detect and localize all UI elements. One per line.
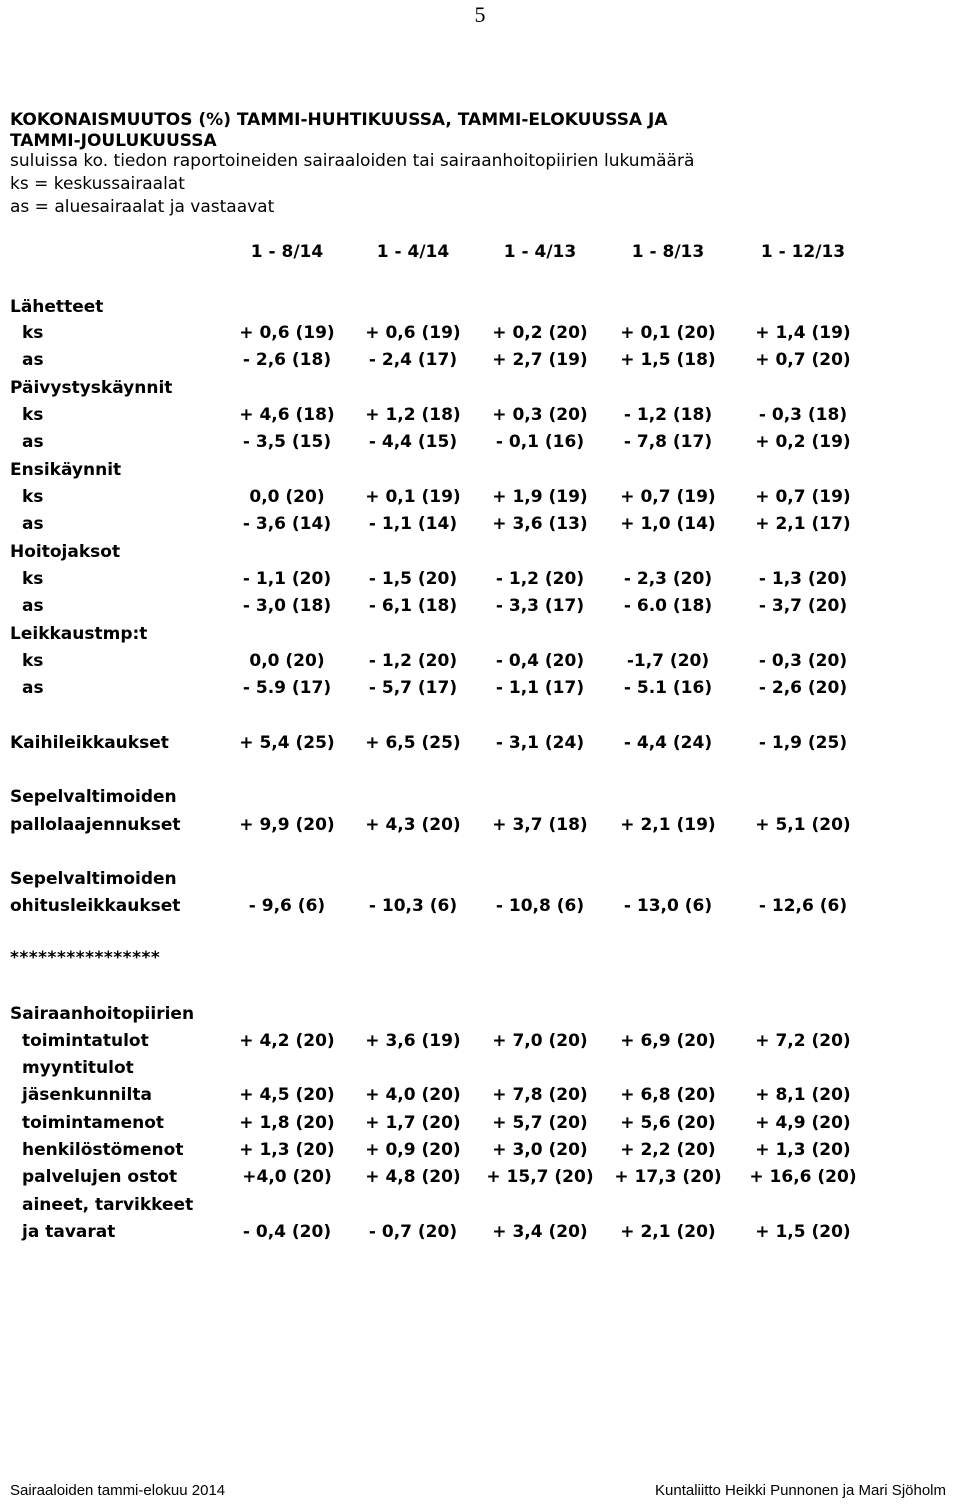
table-cell: - 3,6 (14) — [242, 514, 332, 534]
table-cell: - 0,3 (20) — [758, 651, 848, 671]
table-cell: - 6,1 (18) — [368, 596, 458, 616]
row-label: henkilöstömenot — [22, 1140, 184, 1160]
table-row — [0, 1222, 960, 1248]
table-cell: + 0,3 (20) — [492, 405, 588, 425]
table-cell: - 3,0 (18) — [242, 596, 332, 616]
table-cell: - 2,6 (18) — [242, 350, 332, 370]
table-cell: - 0,7 (20) — [368, 1222, 458, 1242]
table-cell: + 1,5 (20) — [755, 1222, 851, 1242]
row-label: ks — [22, 487, 44, 507]
table-cell: + 1,0 (14) — [620, 514, 716, 534]
table-cell: - 4,4 (15) — [368, 432, 458, 452]
section-title-row — [0, 869, 960, 895]
table-row — [0, 323, 960, 349]
table-cell: + 2,7 (19) — [492, 350, 588, 370]
table-cell: - 1,1 (17) — [495, 678, 585, 698]
row-label: aineet, tarvikkeet — [22, 1195, 194, 1215]
row-label: as — [22, 596, 44, 616]
table-cell: - 9,6 (6) — [248, 896, 326, 916]
table-row — [0, 487, 960, 513]
table-cell: + 1,5 (18) — [620, 350, 716, 370]
section-title: Lähetteet — [10, 297, 104, 317]
table-cell: - 10,3 (6) — [368, 896, 458, 916]
row-label: as — [22, 350, 44, 370]
table-cell: + 4,9 (20) — [755, 1113, 851, 1133]
row-label: as — [22, 514, 44, 534]
table-cell: + 1,7 (20) — [365, 1113, 461, 1133]
table-cell: + 15,7 (20) — [486, 1167, 594, 1187]
intro-ks-legend: ks = keskussairaalat — [10, 174, 185, 194]
table-cell: - 1,3 (20) — [758, 569, 848, 589]
section-title-row — [0, 787, 960, 813]
section-title: Sairaanhoitopiirien — [10, 1004, 195, 1024]
table-cell: - 7,8 (17) — [623, 432, 713, 452]
table-cell: + 6,5 (25) — [365, 733, 461, 753]
table-row — [0, 896, 960, 922]
table-row — [0, 432, 960, 458]
heading-line-1: KOKONAISMUUTOS (%) TAMMI-HUHTIKUUSSA, TAMMI-ELOKUUSSA JA — [10, 110, 668, 130]
table-cell: - 3,3 (17) — [495, 596, 585, 616]
column-header: 1 - 4/14 — [376, 242, 450, 262]
table-cell: + 0,1 (19) — [365, 487, 461, 507]
table-cell: - 1,1 (14) — [368, 514, 458, 534]
section-title-row — [0, 624, 960, 650]
table-cell: + 1,4 (19) — [755, 323, 851, 343]
table-cell: + 9,9 (20) — [239, 815, 335, 835]
report-heading — [10, 110, 668, 152]
table-cell: + 7,2 (20) — [755, 1031, 851, 1051]
footer-left: Sairaaloiden tammi-elokuu 2014 — [10, 1482, 226, 1499]
table-cell: - 6.0 (18) — [623, 596, 713, 616]
table-cell: - 4,4 (24) — [623, 733, 713, 753]
column-header-row — [0, 242, 960, 268]
table-cell: - 1,1 (20) — [242, 569, 332, 589]
row-label: ks — [22, 651, 44, 671]
section-title: Päivystyskäynnit — [10, 378, 173, 398]
row-label: toimintatulot — [22, 1031, 149, 1051]
column-header: 1 - 8/14 — [250, 242, 324, 262]
table-cell: - 12,6 (6) — [758, 896, 848, 916]
table-cell: + 5,6 (20) — [620, 1113, 716, 1133]
row-label: pallolaajennukset — [10, 815, 181, 835]
section-title: Ensikäynnit — [10, 460, 122, 480]
table-row — [0, 514, 960, 540]
table-cell: + 0,7 (20) — [755, 350, 851, 370]
table-row — [0, 405, 960, 431]
table-cell: + 1,3 (20) — [755, 1140, 851, 1160]
table-cell: - 1,9 (25) — [758, 733, 848, 753]
table-cell: + 5,4 (25) — [239, 733, 335, 753]
table-cell: + 6,9 (20) — [620, 1031, 716, 1051]
table-cell: + 3,7 (18) — [492, 815, 588, 835]
table-cell: + 4,5 (20) — [239, 1085, 335, 1105]
table-cell: + 16,6 (20) — [749, 1167, 857, 1187]
table-cell: + 2,1 (19) — [620, 815, 716, 835]
row-label: Sepelvaltimoiden — [10, 869, 177, 889]
intro-as-legend: as = aluesairaalat ja vastaavat — [10, 197, 275, 217]
table-cell: - 3,5 (15) — [242, 432, 332, 452]
row-label: myyntitulot — [22, 1058, 134, 1078]
table-cell: + 3,4 (20) — [492, 1222, 588, 1242]
table-cell: + 1,8 (20) — [239, 1113, 335, 1133]
table-cell: + 7,0 (20) — [492, 1031, 588, 1051]
table-row — [0, 569, 960, 595]
table-cell: 0,0 (20) — [249, 487, 325, 507]
page-number: 5 — [474, 2, 486, 27]
table-row — [0, 678, 960, 704]
row-label: Kaihileikkaukset — [10, 733, 169, 753]
row-label: as — [22, 432, 44, 452]
table-cell: - 10,8 (6) — [495, 896, 585, 916]
section-title-row — [0, 378, 960, 404]
table-row — [0, 1031, 960, 1057]
table-cell: - 2,4 (17) — [368, 350, 458, 370]
table-cell: + 4,0 (20) — [365, 1085, 461, 1105]
intro-note: suluissa ko. tiedon raportoineiden sairaaloiden tai sairaanhoitopiirien lukumäärä — [10, 151, 695, 171]
section-title: Leikkaustmp:t — [10, 624, 148, 644]
table-cell: + 3,6 (13) — [492, 514, 588, 534]
row-label: ks — [22, 405, 44, 425]
table-cell: + 0,9 (20) — [365, 1140, 461, 1160]
row-label: as — [22, 678, 44, 698]
table-cell: - 0,4 (20) — [495, 651, 585, 671]
row-label: ks — [22, 323, 44, 343]
heading-line-2: TAMMI-JOULUKUUSSA — [10, 131, 217, 151]
table-cell: - 13,0 (6) — [623, 896, 713, 916]
section-title-row — [0, 460, 960, 486]
table-cell: + 0,1 (20) — [620, 323, 716, 343]
table-cell: - 1,2 (20) — [368, 651, 458, 671]
footer-right: Kuntaliitto Heikki Punnonen ja Mari Sjöholm — [655, 1482, 946, 1499]
table-cell: + 6,8 (20) — [620, 1085, 716, 1105]
row-label: jäsenkunnilta — [22, 1085, 152, 1105]
row-label: ja tavarat — [22, 1222, 116, 1242]
table-cell: +4,0 (20) — [242, 1167, 332, 1187]
section-title-row — [0, 1004, 960, 1030]
table-cell: - 1,5 (20) — [368, 569, 458, 589]
table-cell: + 3,0 (20) — [492, 1140, 588, 1160]
section-title-row — [0, 1195, 960, 1221]
table-cell: - 5,7 (17) — [368, 678, 458, 698]
table-row — [0, 1140, 960, 1166]
table-cell: 0,0 (20) — [249, 651, 325, 671]
table-cell: + 0,6 (19) — [239, 323, 335, 343]
column-header: 1 - 8/13 — [631, 242, 705, 262]
table-cell: + 1,3 (20) — [239, 1140, 335, 1160]
row-label: toimintamenot — [22, 1113, 165, 1133]
table-row — [0, 596, 960, 622]
row-label: ohitusleikkaukset — [10, 896, 181, 916]
table-cell: + 7,8 (20) — [492, 1085, 588, 1105]
table-cell: - 3,7 (20) — [758, 596, 848, 616]
table-cell: - 0,1 (16) — [495, 432, 585, 452]
table-cell: + 0,6 (19) — [365, 323, 461, 343]
table-cell: + 1,9 (19) — [492, 487, 588, 507]
table-cell: - 5.9 (17) — [242, 678, 332, 698]
column-header: 1 - 4/13 — [503, 242, 577, 262]
table-cell: - 0,4 (20) — [242, 1222, 332, 1242]
table-cell: - 1,2 (20) — [495, 569, 585, 589]
separator-stars: **************** — [10, 948, 161, 968]
row-label: ks — [22, 569, 44, 589]
table-cell: - 3,1 (24) — [495, 733, 585, 753]
table-cell: + 0,7 (19) — [620, 487, 716, 507]
table-cell: -1,7 (20) — [626, 651, 710, 671]
table-cell: + 3,6 (19) — [365, 1031, 461, 1051]
table-cell: - 2,3 (20) — [623, 569, 713, 589]
table-cell: + 0,2 (19) — [755, 432, 851, 452]
table-row — [0, 651, 960, 677]
table-cell: + 4,2 (20) — [239, 1031, 335, 1051]
table-cell: + 2,1 (20) — [620, 1222, 716, 1242]
table-cell: - 1,2 (18) — [623, 405, 713, 425]
table-cell: + 5,7 (20) — [492, 1113, 588, 1133]
section-title-row — [0, 1058, 960, 1084]
table-cell: + 4,6 (18) — [239, 405, 335, 425]
table-cell: + 8,1 (20) — [755, 1085, 851, 1105]
row-label: Sepelvaltimoiden — [10, 787, 177, 807]
table-cell: + 5,1 (20) — [755, 815, 851, 835]
table-cell: + 17,3 (20) — [614, 1167, 722, 1187]
section-title-row — [0, 297, 960, 323]
table-row — [0, 815, 960, 841]
table-row — [0, 1085, 960, 1111]
table-cell: + 2,1 (17) — [755, 514, 851, 534]
table-cell: + 0,2 (20) — [492, 323, 588, 343]
table-cell: - 2,6 (20) — [758, 678, 848, 698]
table-row — [0, 350, 960, 376]
table-row — [0, 733, 960, 759]
section-title: Hoitojaksot — [10, 542, 121, 562]
table-cell: + 4,3 (20) — [365, 815, 461, 835]
table-cell: - 0,3 (18) — [758, 405, 848, 425]
table-row — [0, 1167, 960, 1193]
column-header: 1 - 12/13 — [760, 242, 846, 262]
table-cell: - 5.1 (16) — [623, 678, 713, 698]
row-label: palvelujen ostot — [22, 1167, 178, 1187]
table-cell: + 2,2 (20) — [620, 1140, 716, 1160]
table-cell: + 1,2 (18) — [365, 405, 461, 425]
section-title-row — [0, 542, 960, 568]
table-row — [0, 1113, 960, 1139]
table-cell: + 0,7 (19) — [755, 487, 851, 507]
table-cell: + 4,8 (20) — [365, 1167, 461, 1187]
